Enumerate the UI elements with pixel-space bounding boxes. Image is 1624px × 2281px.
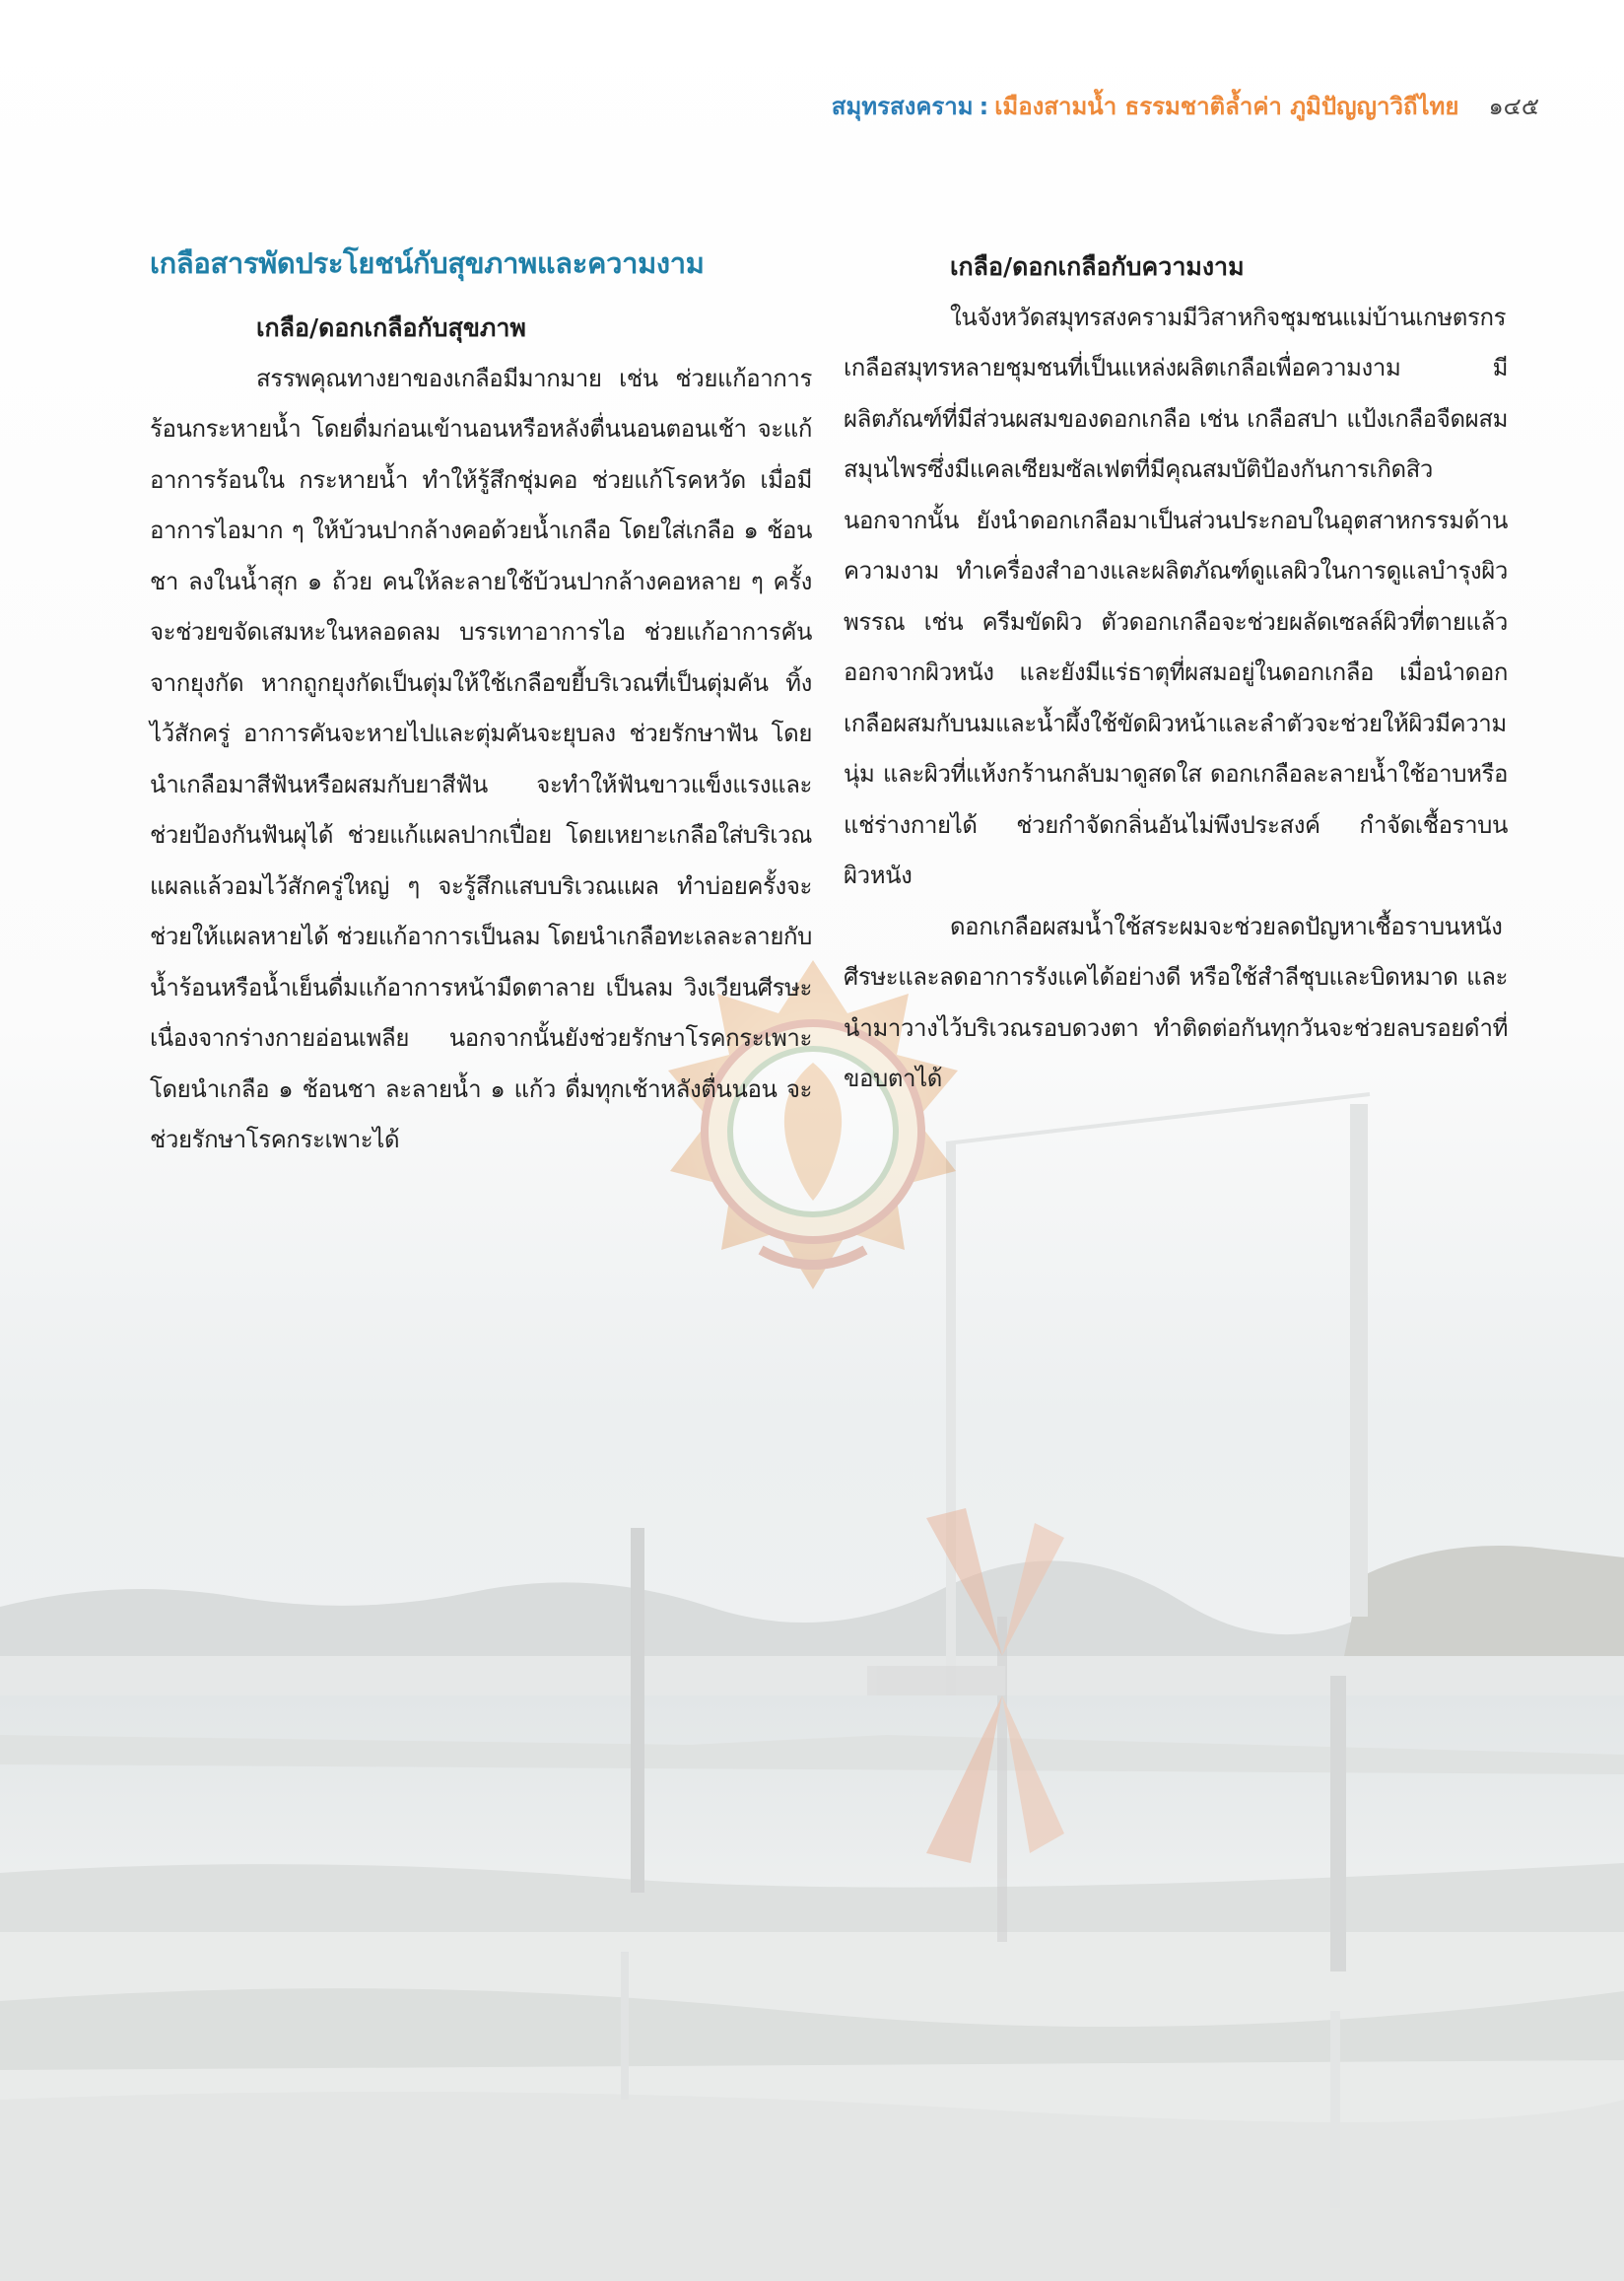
right-column bbox=[844, 242, 1508, 1105]
book-subtitle: เมืองสามน้ำ ธรรมชาติล้ำค่า ภูมิปัญญาวิถีไทย bbox=[994, 93, 1459, 120]
running-header bbox=[832, 87, 1539, 125]
subheading-beauty: เกลือ/ดอกเกลือกับความงาม bbox=[950, 252, 1245, 281]
subheading-health: เกลือ/ดอกเกลือกับสุขภาพ bbox=[256, 313, 526, 342]
paragraph-beauty-2: ดอกเกลือผสมน้ำใช้สระผมจะช่วยลดปัญหาเชื้อราบนหนังศีรษะและลดอาการรังแคได้อย่างดี หรือใช้สำลีชุบและบิดหมาด และนำมาวางไว้บริเวณรอบดวงตา ทำติดต่อกันทุกวันจะช่วยลบรอยดำที่ขอบตาได้ bbox=[844, 912, 1508, 1092]
book-title: สมุทรสงคราม bbox=[831, 93, 974, 120]
paragraph-beauty-1: ในจังหวัดสมุทรสงครามมีวิสาหกิจชุมชนแม่บ้านเกษตรกรเกลือสมุทรหลายชุมชนที่เป็นแหล่งผลิตเกลือเพื่อความงาม มีผลิตภัณฑ์ที่มีส่วนผสมของดอกเกลือ เช่น เกลือสปา แป้งเกลือจืดผสมสมุนไพรซึ่งมีแคลเซียมซัลเฟตที่มีคุณสมบัติป้องกันการเกิดสิว นอกจากนั้น ยังนำดอกเกลือมาเป็นส่วนประกอบในอุตสาหกรรมด้านความงาม ทำเครื่องสำอางและผลิตภัณฑ์ดูแลผิวในการดูแลบำรุงผิวพรรณ เช่น ครีมขัดผิว ตัวดอกเกลือจะช่วยผลัดเซลล์ผิวที่ตายแล้วออกจากผิวหนัง และยังมีแร่ธาตุที่ผสมอยู่ในดอกเกลือ เมื่อนำดอกเกลือผสมกับนมและน้ำผึ้งใช้ขัดผิวหน้าและลำตัวจะช่วยให้ผิวมีความนุ่ม และผิวที่แห้งกร้านกลับมาดูสดใส ดอกเกลือละลายน้ำใช้อาบหรือแช่ร่างกายได้ ช่วยกำจัดกลิ่นอันไม่พึงประสงค์ กำจัดเชื้อราบนผิวหนัง bbox=[844, 303, 1508, 889]
header-separator: : bbox=[979, 93, 989, 120]
page-number: ๑๔๕ bbox=[1488, 93, 1539, 120]
section-title: เกลือสารพัดประโยชน์กับสุขภาพและความงาม bbox=[150, 246, 705, 280]
left-column bbox=[150, 242, 812, 1166]
paragraph-health: สรรพคุณทางยาของเกลือมีมากมาย เช่น ช่วยแก้อาการร้อนกระหายน้ำ โดยดื่มก่อนเข้านอนหรือหลังตื่นนอนตอนเช้า จะแก้อาการร้อนใน กระหายน้ำ ทำให้รู้สึกชุ่มคอ ช่วยแก้โรคหวัด เมื่อมีอาการไอมาก ๆ ให้บ้วนปากล้างคอด้วยน้ำเกลือ โดยใส่เกลือ ๑ ช้อนชา ลงในน้ำสุก ๑ ถ้วย คนให้ละลายใช้บ้วนปากล้างคอหลาย ๆ ครั้ง จะช่วยขจัดเสมหะในหลอดลม บรรเทาอาการไอ ช่วยแก้อาการคันจากยุงกัด หากถูกยุงกัดเป็นตุ่มให้ใช้เกลือขยี้บริเวณที่เป็นตุ่มคัน ทิ้งไว้สักครู่ อาการคันจะหายไปและตุ่มคันจะยุบลง ช่วยรักษาฟัน โดยนำเกลือมาสีฟันหรือผสมกับยาสีฟัน จะทำให้ฟันขาวแข็งแรงและช่วยป้องกันฟันผุได้ ช่วยแก้แผลปากเปื่อย โดยเหยาะเกลือใส่บริเวณแผลแล้วอมไว้สักครู่ใหญ่ ๆ จะรู้สึกแสบบริเวณแผล ทำบ่อยครั้งจะช่วยให้แผลหายได้ ช่วยแก้อาการเป็นลม โดยนำเกลือทะเลละลายกับน้ำร้อนหรือน้ำเย็นดื่มแก้อาการหน้ามืดตาลาย เป็นลม วิงเวียนศีรษะ เนื่องจากร่างกายอ่อนเพลีย นอกจากนั้นยังช่วยรักษาโรคกระเพาะ โดยนำเกลือ ๑ ช้อนชา ละลายน้ำ ๑ แก้ว ดื่มทุกเช้าหลังตื่นนอน จะช่วยรักษาโรคกระเพาะได้ bbox=[150, 364, 812, 1153]
